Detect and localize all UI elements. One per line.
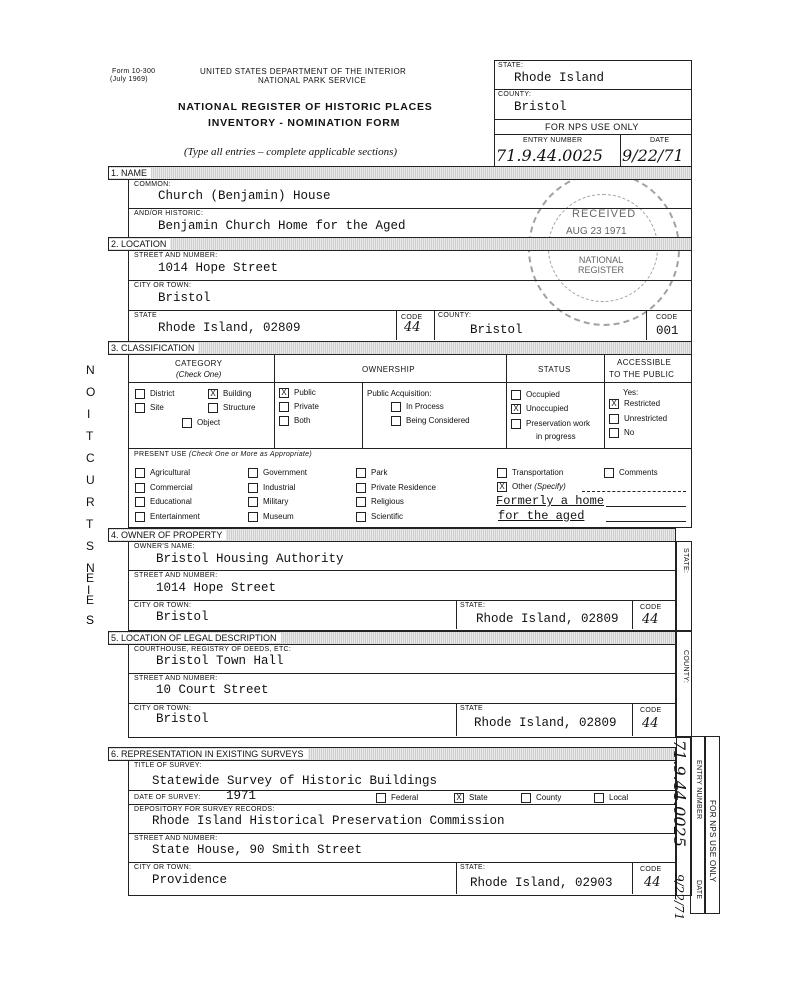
section-6-title: 6. REPRESENTATION IN EXISTING SURVEYS	[109, 749, 308, 759]
use-religious[interactable]: Religious	[356, 497, 404, 507]
courthouse-value: Bristol Town Hall	[156, 654, 284, 668]
status-preservation-work[interactable]: Preservation work	[511, 419, 590, 429]
type-instructions: (Type all entries – complete applicable sections)	[184, 146, 398, 158]
owner-city-value: Bristol	[156, 610, 209, 624]
side-date-label: DATE	[695, 880, 702, 900]
accessible-label: ACCESSIBLE	[617, 358, 672, 367]
accessible-no[interactable]: No	[609, 428, 634, 438]
depository-code-value: 44	[644, 875, 661, 890]
ownership-private[interactable]: Private	[279, 402, 319, 412]
depository-label: DEPOSITORY FOR SURVEY RECORDS:	[134, 806, 275, 813]
svg-text:C: C	[86, 451, 96, 465]
owner-state-value: Rhode Island, 02809	[476, 612, 619, 626]
use-private-residence[interactable]: Private Residence	[356, 483, 436, 493]
other-use-value-2: for the aged	[498, 509, 585, 523]
location-county-code-label: CODE	[656, 314, 678, 321]
accessible-yes-label: Yes:	[623, 388, 639, 397]
present-use-label: PRESENT USE (Check One or More as Appropriate)	[134, 451, 312, 458]
location-state-label: STATE	[134, 312, 158, 319]
category-structure[interactable]: Structure	[208, 403, 255, 413]
side-date-value: 9/22/71	[672, 874, 686, 921]
form-number: Form 10-300	[112, 68, 156, 75]
survey-date-label: DATE OF SURVEY:	[134, 794, 201, 801]
use-park[interactable]: Park	[356, 468, 387, 478]
ownership-public[interactable]: X Public	[279, 388, 316, 398]
location-county-label: COUNTY:	[438, 312, 472, 319]
acquisition-being-considered[interactable]: Being Considered	[391, 416, 470, 426]
section-2-bar	[108, 237, 692, 251]
legal-street-value: 10 Court Street	[156, 683, 269, 697]
use-government[interactable]: Government	[248, 468, 307, 478]
legal-state-value: Rhode Island, 02809	[474, 716, 617, 730]
svg-text:R: R	[86, 495, 96, 509]
svg-text:T: T	[86, 429, 95, 443]
section-4-side-label: STATE:	[682, 548, 689, 574]
accessible-label-2: TO THE PUBLIC	[609, 370, 675, 379]
top-state-label: STATE:	[498, 62, 524, 69]
courthouse-label: COURTHOUSE, REGISTRY OF DEEDS, ETC:	[134, 646, 292, 653]
use-scientific[interactable]: Scientific	[356, 512, 403, 522]
status-unoccupied[interactable]: X Unoccupied	[511, 404, 568, 414]
svg-text:N: N	[86, 561, 96, 575]
depository-city-value: Providence	[152, 873, 228, 887]
owner-street-label: STREET AND NUMBER:	[134, 572, 218, 579]
section-1-bar	[108, 166, 692, 180]
location-city-label: CITY OR TOWN:	[134, 282, 192, 289]
survey-level-local[interactable]: Local	[594, 793, 628, 803]
owner-state-label: STATE:	[460, 602, 486, 609]
legal-code-value: 44	[642, 716, 659, 731]
use-agricultural[interactable]: Agricultural	[135, 468, 190, 478]
depository-state-value: Rhode Island, 02903	[470, 876, 613, 890]
service-name: NATIONAL PARK SERVICE	[258, 76, 367, 85]
svg-text:S: S	[86, 613, 95, 627]
depository-street-value: State House, 90 Smith Street	[152, 843, 363, 857]
side-nps-label: FOR NPS USE ONLY	[708, 800, 717, 883]
form-subtitle: INVENTORY - NOMINATION FORM	[208, 117, 401, 129]
common-name-label: COMMON:	[134, 181, 171, 188]
side-entry-number-label: ENTRY NUMBER	[695, 760, 702, 820]
ownership-label: OWNERSHIP	[362, 365, 415, 374]
department-name: UNITED STATES DEPARTMENT OF THE INTERIOR	[200, 67, 407, 76]
section-6-bar	[108, 747, 676, 761]
status-label: STATUS	[538, 365, 571, 374]
use-transportation[interactable]: Transportation	[497, 468, 563, 478]
accessible-restricted[interactable]: X Restricted	[609, 399, 660, 409]
stamp-date-text: AUG 23 1971	[566, 226, 627, 237]
depository-value: Rhode Island Historical Preservation Commission	[152, 814, 505, 828]
depository-state-label: STATE:	[460, 864, 486, 871]
category-district[interactable]: District	[135, 389, 174, 399]
stamp-register-text: NATIONAL REGISTER	[577, 255, 624, 275]
location-state-code-value: 44	[404, 320, 421, 335]
svg-text:N: N	[86, 363, 96, 377]
location-state-value: Rhode Island, 02809	[158, 321, 301, 335]
section-4-bar	[108, 528, 676, 542]
use-industrial[interactable]: Industrial	[248, 483, 295, 493]
status-in-progress: in progress	[536, 432, 576, 441]
stamp-received-text: RECEIVED	[572, 208, 637, 220]
survey-level-federal[interactable]: Federal	[376, 793, 418, 803]
svg-text:I: I	[87, 583, 92, 597]
section-5-bar	[108, 631, 676, 645]
nps-use-label: FOR NPS USE ONLY	[545, 122, 639, 132]
public-acquisition-label: Public Acquisition:	[367, 389, 432, 398]
status-occupied[interactable]: Occupied	[511, 390, 560, 400]
ownership-both[interactable]: Both	[279, 416, 310, 426]
use-museum[interactable]: Museum	[248, 512, 294, 522]
use-military[interactable]: Military	[248, 497, 288, 507]
survey-title-value: Statewide Survey of Historic Buildings	[152, 774, 438, 788]
historic-name-value: Benjamin Church Home for the Aged	[158, 219, 406, 233]
survey-level-state[interactable]: X State	[454, 793, 488, 803]
section-5-side-label: COUNTY:	[682, 650, 689, 684]
entry-date-handwritten: 9/22/71	[622, 146, 684, 165]
svg-text:U: U	[86, 473, 96, 487]
entry-date-label: DATE	[650, 137, 670, 144]
section-3-box	[128, 354, 692, 528]
use-educational[interactable]: Educational	[135, 497, 192, 507]
entry-number-handwritten: 71.9.44.0025	[496, 146, 603, 165]
owner-name-label: OWNER'S NAME:	[134, 543, 195, 550]
top-county-label: COUNTY:	[498, 91, 532, 98]
location-state-code-label: CODE	[401, 314, 423, 321]
location-county-value: Bristol	[470, 323, 523, 337]
use-commercial[interactable]: Commercial	[135, 483, 193, 493]
use-other[interactable]: X Other (Specify)	[497, 482, 566, 492]
owner-name-value: Bristol Housing Authority	[156, 552, 344, 566]
legal-city-label: CITY OR TOWN:	[134, 705, 192, 712]
svg-text:S: S	[86, 539, 96, 553]
owner-street-value: 1014 Hope Street	[156, 581, 277, 595]
location-street-value: 1014 Hope Street	[158, 261, 279, 275]
svg-text:T: T	[86, 517, 95, 531]
side-entry-number-value: 71.9.44.0025	[670, 740, 689, 847]
depository-city-label: CITY OR TOWN:	[134, 864, 192, 871]
legal-city-value: Bristol	[156, 712, 209, 726]
depository-street-label: STREET AND NUMBER:	[134, 835, 218, 842]
historic-name-label: AND/OR HISTORIC:	[134, 210, 204, 217]
legal-state-label: STATE	[460, 705, 484, 712]
other-use-value-1: Formerly a home	[496, 494, 605, 508]
entry-number-label: ENTRY NUMBER	[523, 137, 583, 144]
location-city-value: Bristol	[158, 291, 211, 305]
svg-text:O: O	[86, 385, 97, 399]
survey-date-value: 1971	[226, 789, 257, 803]
section-5-side-box	[676, 631, 692, 738]
legal-street-label: STREET AND NUMBER:	[134, 675, 218, 682]
top-county-value: Bristol	[514, 100, 567, 114]
section-1-title: 1. NAME	[109, 168, 151, 178]
acquisition-in-process[interactable]: In Process	[391, 402, 444, 412]
section-3-bar	[108, 341, 692, 355]
location-street-label: STREET AND NUMBER:	[134, 252, 218, 259]
svg-text:I: I	[87, 407, 92, 421]
top-state-value: Rhode Island	[514, 71, 605, 85]
category-object[interactable]: Object	[182, 418, 220, 428]
category-site[interactable]: Site	[135, 403, 164, 413]
survey-level-county[interactable]: County	[521, 793, 561, 803]
owner-city-label: CITY OR TOWN:	[134, 602, 192, 609]
common-name-value: Church (Benjamin) House	[158, 189, 331, 203]
svg-text:E: E	[86, 571, 95, 585]
section-3-title: 3. CLASSIFICATION	[109, 343, 198, 353]
section-4-title: 4. OWNER OF PROPERTY	[109, 530, 226, 540]
owner-code-value: 44	[642, 612, 659, 627]
form-date: (July 1969)	[110, 76, 148, 83]
form-title: NATIONAL REGISTER OF HISTORIC PLACES	[178, 101, 433, 113]
accessible-unrestricted[interactable]: Unrestricted	[609, 414, 667, 424]
use-entertainment[interactable]: Entertainment	[135, 512, 200, 522]
survey-title-label: TITLE OF SURVEY:	[134, 762, 202, 769]
location-county-code-value: 001	[656, 324, 679, 338]
section-5-title: 5. LOCATION OF LEGAL DESCRIPTION	[109, 633, 281, 643]
use-comments[interactable]: Comments	[604, 468, 658, 478]
category-label: CATEGORY	[175, 359, 223, 368]
category-building[interactable]: X Building	[208, 389, 251, 399]
section-2-title: 2. LOCATION	[109, 239, 170, 249]
legal-code-label: CODE	[640, 707, 662, 714]
depository-code-label: CODE	[640, 866, 662, 873]
svg-text:E: E	[86, 593, 95, 607]
owner-code-label: CODE	[640, 604, 662, 611]
category-sub: (Check One)	[176, 370, 222, 379]
